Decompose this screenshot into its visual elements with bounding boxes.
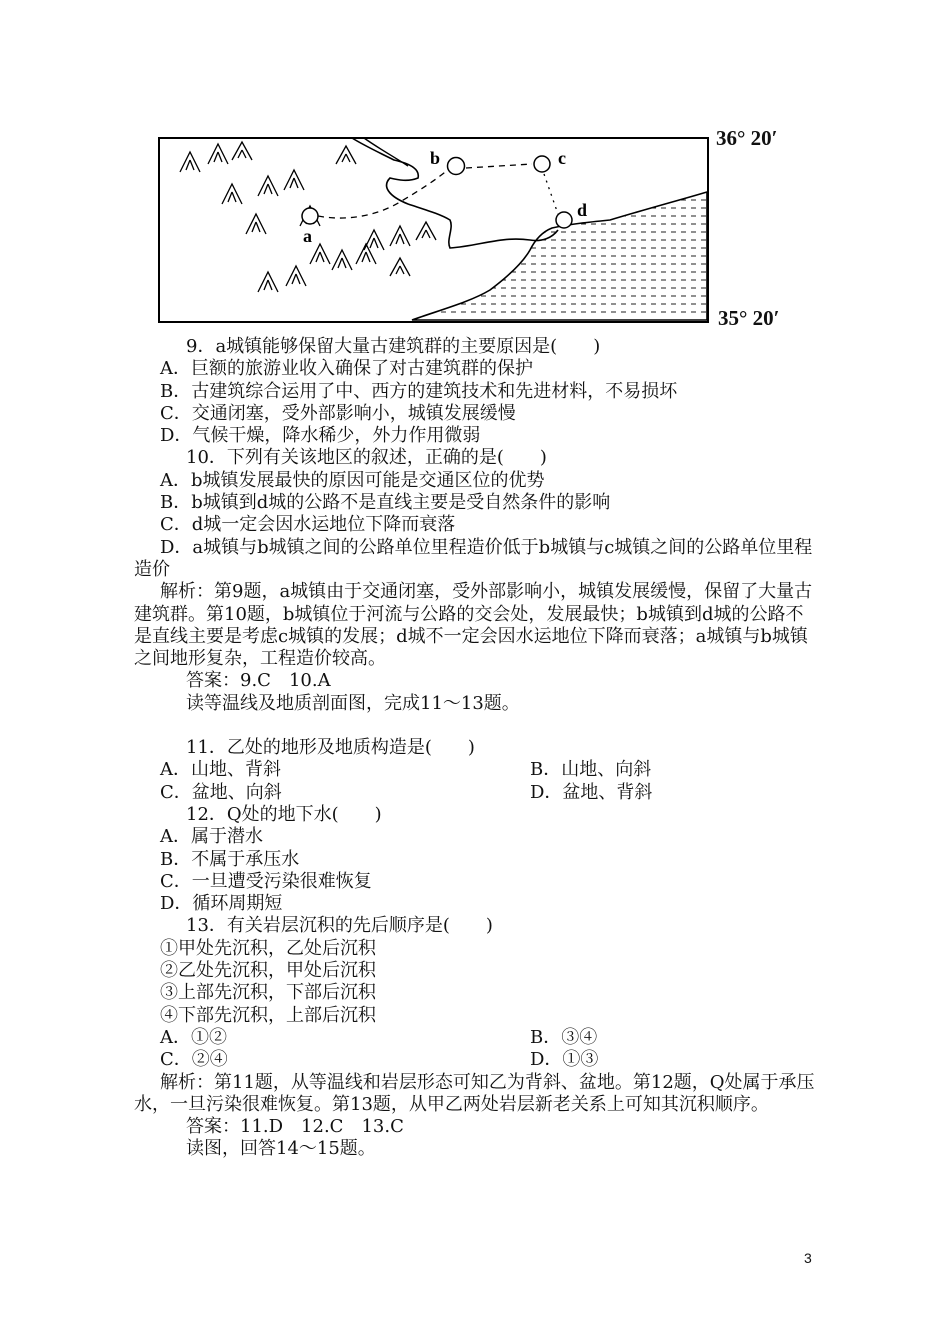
q13-statement-2: ②乙处先沉积，甲处后沉积 bbox=[160, 960, 376, 982]
answer-9-10: 答案：9.C 10.A bbox=[186, 670, 331, 692]
q12-option-c: C．一旦遭受污染很难恢复 bbox=[160, 870, 372, 892]
analysis-11-13: 解析：第11题，从等温线和岩层形态可知乙为背斜、盆地。第12题，Q处属于承压水，一旦污染很难恢复。第13题，从甲乙两处岩层新老关系上可知其沉积顺序。 bbox=[134, 1071, 815, 1115]
town-b bbox=[448, 158, 465, 175]
label-c: c bbox=[558, 148, 566, 168]
intro-11-13: 读等温线及地质剖面图，完成11～13题。 bbox=[186, 692, 520, 714]
q9-option-d: D．气候干燥，降水稀少，外力作用微弱 bbox=[160, 425, 481, 447]
latitude-top: 36° 20′ bbox=[716, 126, 778, 150]
q11-options-row1 bbox=[160, 759, 820, 781]
q13-options-row2 bbox=[160, 1049, 820, 1071]
q13-option-c: C．②④ bbox=[160, 1049, 228, 1071]
q13-option-d: D．①③ bbox=[530, 1049, 599, 1071]
q12-option-b: B．不属于承压水 bbox=[160, 848, 300, 870]
q11-option-c: C．盆地、向斜 bbox=[160, 781, 282, 803]
town-d bbox=[556, 212, 572, 228]
q12-stem: 12．Q处的地下水( ) bbox=[186, 803, 382, 825]
intro-14-15: 读图，回答14～15题。 bbox=[186, 1138, 376, 1160]
text-body bbox=[134, 336, 820, 1161]
q10-option-d: D．a城镇与b城镇之间的公路单位里程造价低于b城镇与c城镇之间的公路单位里程造价 bbox=[134, 536, 813, 580]
label-d: d bbox=[577, 200, 588, 220]
q13-statement-3: ③上部先沉积，下部后沉积 bbox=[160, 982, 376, 1004]
q10-option-a: A．b城镇发展最快的原因可能是交通区位的优势 bbox=[160, 469, 545, 491]
page-number: 3 bbox=[804, 1250, 812, 1266]
q10-option-c: C．d城一定会因水运地位下降而衰落 bbox=[160, 514, 456, 536]
q9-option-b: B．古建筑综合运用了中、西方的建筑技术和先进材料，不易损坏 bbox=[160, 380, 678, 402]
q11-option-a: A．山地、背斜 bbox=[160, 759, 281, 781]
q12-option-a: A．属于潜水 bbox=[160, 826, 263, 848]
analysis-9-10: 解析：第9题，a城镇由于交通闭塞，受外部影响小，城镇发展缓慢，保留了大量古建筑群。第10题，b城镇位于河流与公路的交会处，发展最快；b城镇到d城的公路不是直线主要是考虑c城镇的发展；d城不一定会因水运地位下降而衰落；a城镇与b城镇之间地形复杂，工程造价较高。 bbox=[134, 581, 813, 670]
q13-option-b: B．③④ bbox=[530, 1026, 598, 1048]
q13-option-a: A．①② bbox=[160, 1026, 227, 1048]
q11-option-b: B．山地、向斜 bbox=[530, 759, 652, 781]
latitude-bottom: 35° 20′ bbox=[718, 306, 780, 330]
town-a bbox=[302, 208, 318, 224]
q13-statement-4: ④下部先沉积，上部后沉积 bbox=[160, 1004, 376, 1026]
label-b: b bbox=[430, 148, 441, 168]
q9-stem: 9．a城镇能够保留大量古建筑群的主要原因是( ) bbox=[186, 336, 601, 357]
map-figure bbox=[150, 124, 830, 336]
q13-statement-1: ①甲处先沉积，乙处后沉积 bbox=[160, 937, 376, 959]
label-a: a bbox=[303, 226, 312, 246]
q10-option-b: B．b城镇到d城的公路不是直线主要是受自然条件的影响 bbox=[160, 492, 611, 514]
q13-options-row1 bbox=[160, 1027, 820, 1049]
q11-stem: 11．乙处的地形及地质构造是( ) bbox=[186, 737, 475, 759]
q11-options-row2 bbox=[160, 782, 820, 804]
q13-stem: 13．有关岩层沉积的先后顺序是( ) bbox=[186, 915, 493, 937]
q12-option-d: D．循环周期短 bbox=[160, 893, 283, 915]
q11-option-d: D．盆地、背斜 bbox=[530, 781, 653, 803]
figure-gap bbox=[160, 715, 820, 737]
q10-stem: 10．下列有关该地区的叙述，正确的是( ) bbox=[186, 447, 547, 469]
answer-11-13: 答案：11.D 12.C 13.C bbox=[186, 1116, 404, 1138]
town-c bbox=[534, 156, 550, 172]
q9-option-c: C．交通闭塞，受外部影响小，城镇发展缓慢 bbox=[160, 402, 516, 424]
q9-option-a: A．巨额的旅游业收入确保了对古建筑群的保护 bbox=[160, 358, 533, 380]
